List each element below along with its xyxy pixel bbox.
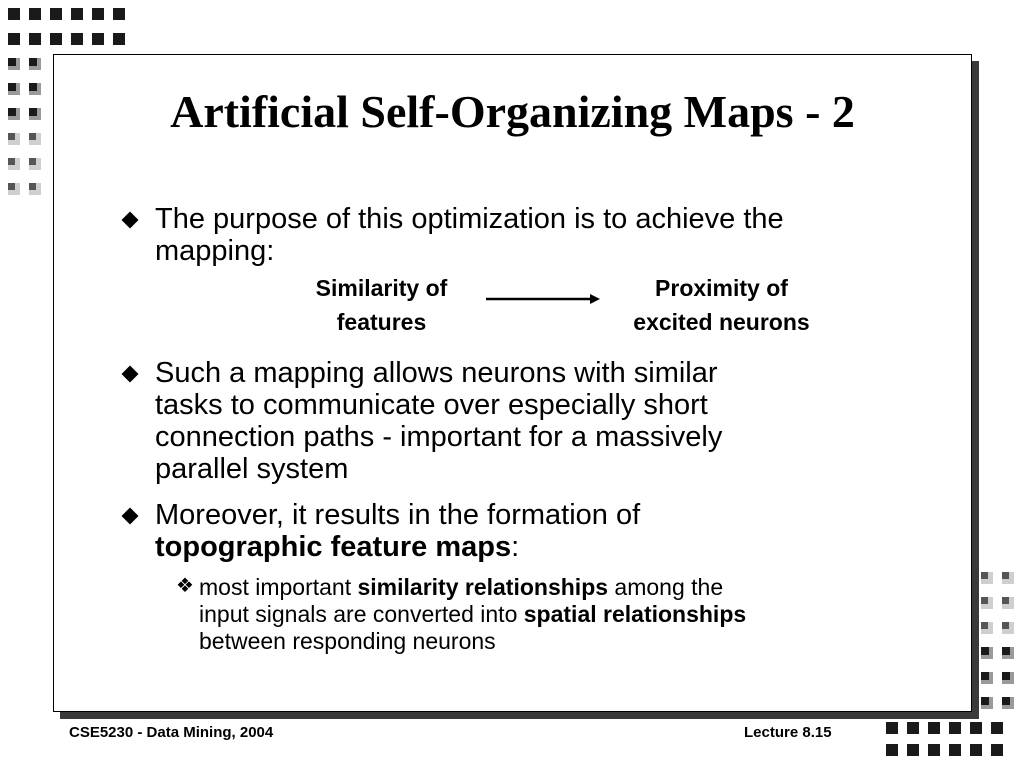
mapping-target-line: Proximity of (655, 275, 788, 301)
bold-term: spatial relationships (523, 601, 747, 627)
colon: : (511, 531, 520, 563)
diamond-bullet-icon (122, 508, 139, 525)
bullet-text-line: tasks to communicate over especially short (155, 389, 708, 421)
sub-bullet-line (199, 574, 899, 601)
sub-bullet-line (199, 601, 899, 628)
mapping-target-line: excited neurons (633, 309, 810, 335)
footer-lecture-number: Lecture 8.15 (744, 724, 832, 741)
plain-text: input signals are converted into (199, 601, 524, 627)
bullet-text-line: mapping: (155, 235, 275, 267)
mapping-source-label (284, 271, 479, 339)
mapping-target-label (599, 271, 844, 339)
diamond-bullet-icon (122, 212, 139, 229)
diamond-bullet-icon (122, 366, 139, 383)
plain-text: most important (199, 574, 358, 600)
slide-title: Artificial Self-Organizing Maps - 2 (170, 86, 855, 137)
bullet-text-line: connection paths - important for a massively (155, 421, 723, 453)
slide-frame (53, 54, 972, 712)
bullet-text-line: Moreover, it results in the formation of (155, 499, 641, 531)
bullet-text-line: Such a mapping allows neurons with similar (155, 357, 718, 389)
bullet-text-line: The purpose of this optimization is to achieve the (155, 203, 784, 235)
bullet-text-line: parallel system (155, 453, 349, 485)
mapping-source-line: Similarity of (315, 275, 448, 301)
plain-text: among the (608, 574, 724, 600)
footer-course: CSE5230 - Data Mining, 2004 (69, 724, 274, 741)
four-diamond-bullet-icon: ❖ (176, 575, 194, 597)
mapping-source-line: features (336, 309, 427, 335)
mapping-arrow-icon (486, 292, 601, 306)
sub-bullet-line: between responding neurons (199, 628, 496, 654)
bold-term: topographic feature maps (155, 531, 512, 563)
bullet-text-line (155, 531, 875, 563)
bold-term: similarity relationships (357, 574, 609, 600)
